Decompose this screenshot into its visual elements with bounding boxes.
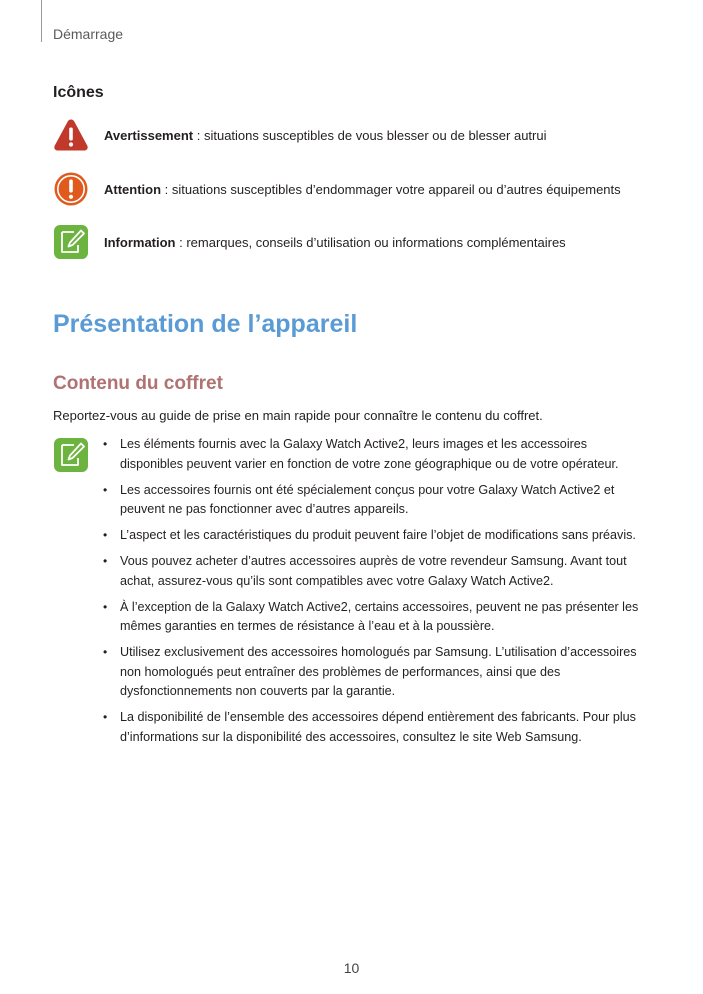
legend-warning-text [104, 128, 547, 143]
list-item-text: Vous pouvez acheter d’autres accessoires auprès de votre revendeur Samsung. Avant tout achat, assurez-vous qu’ils sont compatibles avec votre Galaxy Watch Active2. [120, 554, 627, 588]
note-bullet-list [100, 435, 648, 754]
header-divider [41, 0, 42, 42]
bullet-marker: • [103, 528, 108, 542]
list-item-text: Utilisez exclusivement des accessoires homologués par Samsung. L’utilisation d’accessoires non homologués peut entraîner des problèmes de performances, ainsi que des dysfonctionnements non couverts par la garantie. [120, 645, 637, 698]
legend-row-warning [53, 117, 673, 153]
legend-warning-description: : situations susceptibles de vous blesser ou de blesser autrui [193, 127, 547, 143]
bullet-marker: • [103, 645, 108, 659]
legend-row-caution [53, 171, 673, 207]
bullet-marker: • [103, 437, 108, 451]
legend-caution-term: Attention [104, 181, 162, 197]
list-item-text: Les éléments fournis avec la Galaxy Watch Active2, leurs images et les accessoires disponibles peuvent varier en fonction de votre zone géographique ou de votre opérateur. [120, 437, 619, 471]
list-item-text: La disponibilité de l’ensemble des accessoires dépend entièrement des fabricants. Pour plus d’informations sur la disponibilité des accessoires, consultez le site Web Samsung. [120, 710, 636, 744]
note-pencil-icon [53, 437, 89, 473]
legend-information-description: : remarques, conseils d’utilisation ou informations complémentaires [175, 234, 566, 250]
list-item [100, 481, 648, 520]
list-item [100, 643, 648, 702]
list-item [100, 552, 648, 591]
legend-row-information [53, 224, 673, 260]
intro-paragraph: Reportez-vous au guide de prise en main rapide pour connaître le contenu du coffret. [53, 408, 543, 423]
legend-caution-text [104, 182, 621, 197]
chapter-label: Démarrage [53, 26, 124, 42]
legend-caution-description: : situations susceptibles d’endommager votre appareil ou d’autres équipements [161, 181, 621, 197]
bullet-marker: • [103, 554, 108, 568]
subsection-title: Contenu du coffret [53, 373, 223, 394]
list-item-text: Les accessoires fournis ont été spécialement conçus pour votre Galaxy Watch Active2 et peuvent ne pas fonctionner avec d’autres appareils. [120, 482, 615, 516]
list-item-text: À l’exception de la Galaxy Watch Active2, certains accessoires, peuvent ne pas présenter les mêmes garanties en termes de résistance à l’eau et à la poussière. [120, 599, 639, 633]
list-item-text: L’aspect et les caractéristiques du produit peuvent faire l’objet de modifications sans préavis. [120, 528, 636, 542]
warning-triangle-icon [53, 117, 89, 153]
list-item [100, 598, 648, 637]
legend-information-term: Information [104, 234, 176, 250]
bullet-marker: • [103, 710, 108, 724]
caution-circle-icon [53, 171, 89, 207]
list-item [100, 708, 648, 747]
section-title: Présentation de l’appareil [53, 310, 358, 338]
list-item [100, 435, 648, 474]
list-item [100, 526, 648, 546]
legend-information-text [104, 235, 566, 250]
bullet-marker: • [103, 599, 108, 614]
legend-warning-term: Avertissement [104, 127, 194, 143]
page-number: 10 [343, 960, 360, 976]
bullet-marker: • [103, 482, 108, 497]
icons-heading: Icônes [53, 84, 104, 101]
note-pencil-icon [53, 224, 89, 260]
